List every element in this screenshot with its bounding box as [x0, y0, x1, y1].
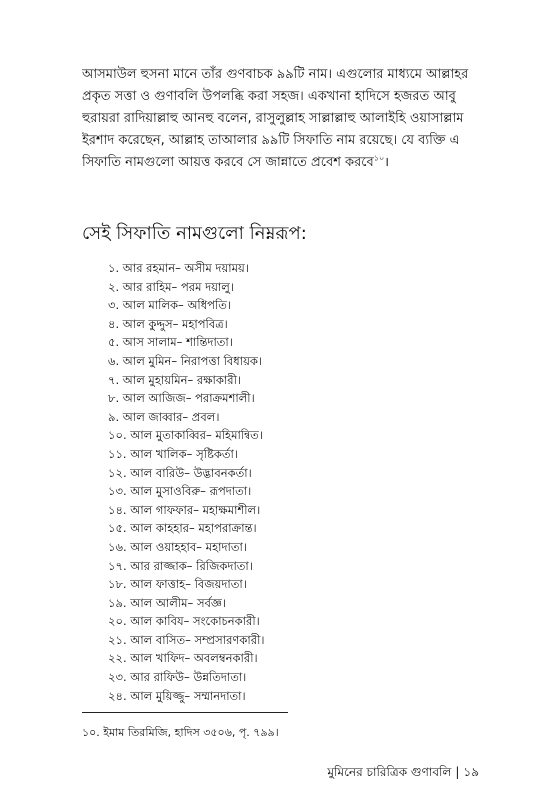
list-item: ১৬. আল ওয়াহহাব– মহাদাতা। — [108, 539, 247, 554]
page-number: ১৯ — [463, 765, 479, 779]
list-item: ১২. আল বারিউ– উদ্ভাবনকর্তা। — [108, 465, 252, 480]
footnote-reference: ১০ — [373, 153, 385, 163]
running-footer — [327, 764, 479, 780]
list-item: ৫. আস সালাম– শান্তিদাতা। — [108, 335, 233, 350]
list-item: ৩. আল মালিক– অধিপতি। — [108, 298, 231, 313]
list-item: ১১. আল খালিক– সৃষ্টিকর্তা। — [108, 446, 238, 461]
list-item: ৭. আল মুহায়মিন– রক্ষাকারী। — [108, 372, 241, 387]
list-item: ২৩. আর রাফিউ– উন্নতিদাতা। — [108, 670, 247, 685]
list-item: ৯. আল জাব্বার– প্রবল। — [108, 409, 220, 424]
intro-line: প্রকৃত সত্তা ও গুণাবলি উপলব্ধি করা সহজ। একখানা হাদিসে হজরত আবু — [82, 89, 456, 104]
list-item: ১৪. আল গাফফার– মহাক্ষমাশীল। — [108, 502, 261, 517]
list-item: ২. আর রাহিম– পরম দয়ালু। — [108, 279, 234, 294]
intro-line: হুরায়রা রাদিয়াল্লাহু আনহু বলেন, রাসুলুল্লাহ সাল্লাল্লাহু আলাইহি ওয়াসাল্লাম — [82, 111, 464, 126]
list-item: ২০. আল কাবিয– সংকোচনকারী। — [108, 614, 260, 629]
intro-line: আসমাউল হুসনা মানে তাঁর গুণবাচক ৯৯টি নাম। এগুলোর মাধ্যমে আল্লাহর — [82, 67, 469, 82]
intro-line-end: । — [384, 155, 390, 170]
intro-line: ইরশাদ করেছেন, আল্লাহ তাআলার ৯৯টি সিফাতি নাম রয়েছে। যে ব্যক্তি এ — [82, 133, 460, 148]
list-item: ২৪. আল মুয়িজ্জু– সম্মানদাতা। — [108, 688, 246, 703]
intro-line-text: সিফাতি নামগুলো আয়ত্ত করবে সে জান্নাতে প্রবেশ করবে — [82, 155, 374, 170]
list-item: ৮. আল আজিজ– পরাক্রমশালী। — [108, 391, 255, 406]
list-item: ১৩. আল মুসাওবিরু– রূপদাতা। — [108, 484, 252, 499]
names-list — [108, 259, 265, 705]
list-item: ১৭. আর রাজ্জাক– রিজিকদাতা। — [108, 558, 253, 573]
list-item: ১. আর রহমান– অসীম দয়াময়। — [108, 261, 249, 275]
list-item: ১৮. আল ফাত্তাহ– বিজয়দাতা। — [108, 577, 247, 592]
list-item: ৪. আল কুদ্দুস– মহাপবিত্র। — [108, 316, 228, 331]
list-item: ২২. আল খাফিদ– অবলম্বনকারী। — [108, 651, 258, 666]
section-heading: সেই সিফাতি নামগুলো নিম্নরূপ: — [82, 223, 307, 244]
footer-separator: | — [455, 765, 460, 779]
list-item: ৬. আল মুমিন– নিরাপত্তা বিধায়ক। — [108, 353, 262, 368]
list-item: ১০. আল মুতাকাব্বির– মহিমান্বিত। — [108, 428, 263, 443]
book-title: মুমিনের চারিত্রিক গুণাবলি — [327, 765, 452, 779]
intro-paragraph — [82, 64, 470, 174]
footnote: ১০. ইমাম তিরমিজি, হাদিস ৩৫০৬, পৃ. ৭৯৯। — [82, 726, 279, 739]
intro-line-last — [82, 152, 470, 174]
list-item: ১৫. আল কাহহার– মহাপরাক্রান্ত। — [108, 521, 257, 536]
list-item: ১৯. আল আলীম– সর্বজ্ঞ। — [108, 595, 227, 610]
footnote-divider — [82, 712, 288, 713]
list-item: ২১. আল বাসিত– সম্প্রসারণকারী। — [108, 632, 265, 647]
